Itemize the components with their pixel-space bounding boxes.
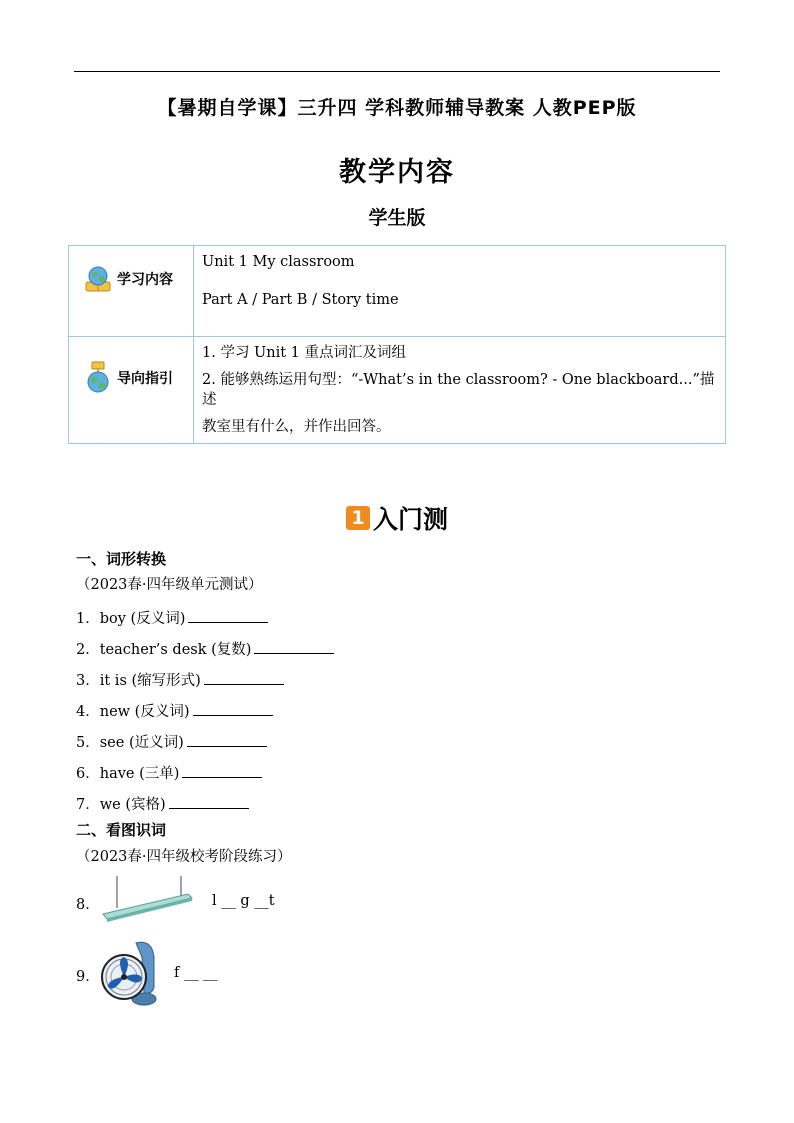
question-9-hint: f __ __ [174, 965, 218, 981]
top-rule [74, 71, 720, 72]
content-cell [194, 337, 726, 444]
globe-signpost-icon [83, 361, 113, 395]
label-group [83, 264, 173, 294]
question-item: 1．boy (反义词) [76, 607, 268, 628]
info-table [68, 245, 726, 444]
info-row-content [69, 246, 726, 337]
answer-blank[interactable] [254, 639, 334, 654]
question-num: 8． [76, 897, 100, 913]
sub-title: 学生版 [368, 207, 426, 229]
guide-line-1: 1. 学习 Unit 1 重点词汇及词组 [202, 345, 407, 361]
section-number-badge: 1 [346, 506, 370, 530]
question-item: 2．teacher’s desk (复数) [76, 638, 334, 659]
part2-source: （2023春·四年级校考阶段练习） [76, 849, 292, 865]
label-study-content: 学习内容 [117, 272, 173, 288]
answer-blank[interactable] [188, 608, 268, 623]
label-cell [69, 246, 194, 337]
part1-source: （2023春·四年级单元测试） [76, 577, 263, 593]
answer-blank[interactable] [204, 670, 284, 685]
main-title: 教学内容 [339, 157, 455, 188]
part2-heading: 二、看图识词 [76, 821, 167, 839]
label-cell [69, 337, 194, 444]
answer-blank[interactable] [193, 701, 273, 716]
question-item: 3．it is (缩写形式) [76, 669, 284, 690]
question-item: 7．we (宾格) [76, 793, 249, 814]
answer-blank[interactable] [169, 794, 249, 809]
globe-book-icon [83, 264, 113, 294]
question-item: 5．see (近义词) [76, 731, 267, 752]
label-group [83, 361, 173, 395]
unit-parts: Part A / Part B / Story time [202, 292, 399, 308]
question-item: 4．new (反义词) [76, 700, 273, 721]
fan-icon [98, 937, 158, 1012]
section-heading [0, 500, 794, 536]
part1-heading: 一、词形转换 [76, 550, 167, 568]
unit-title: Unit 1 My classroom [202, 254, 355, 270]
answer-blank[interactable] [187, 732, 267, 747]
info-row-guide [69, 337, 726, 444]
guide-line-2: 2. 能够熟练运用句型：“-What’s in the classroom? - One blackboard...”描述 [202, 372, 715, 408]
content-cell [194, 246, 726, 337]
question-8-hint: l __ g __t [212, 893, 275, 909]
question-item: 6．have (三单) [76, 762, 262, 783]
header-title: 【暑期自学课】三升四 学科教师辅导教案 人教PEP版 [157, 97, 637, 119]
answer-blank[interactable] [182, 763, 262, 778]
light-tube-icon [100, 874, 195, 924]
section-title: 入门测 [372, 505, 448, 534]
label-guide: 导向指引 [117, 371, 173, 387]
question-num: 9． [76, 969, 100, 985]
guide-line-3: 教室里有什么，并作出回答。 [202, 419, 391, 435]
